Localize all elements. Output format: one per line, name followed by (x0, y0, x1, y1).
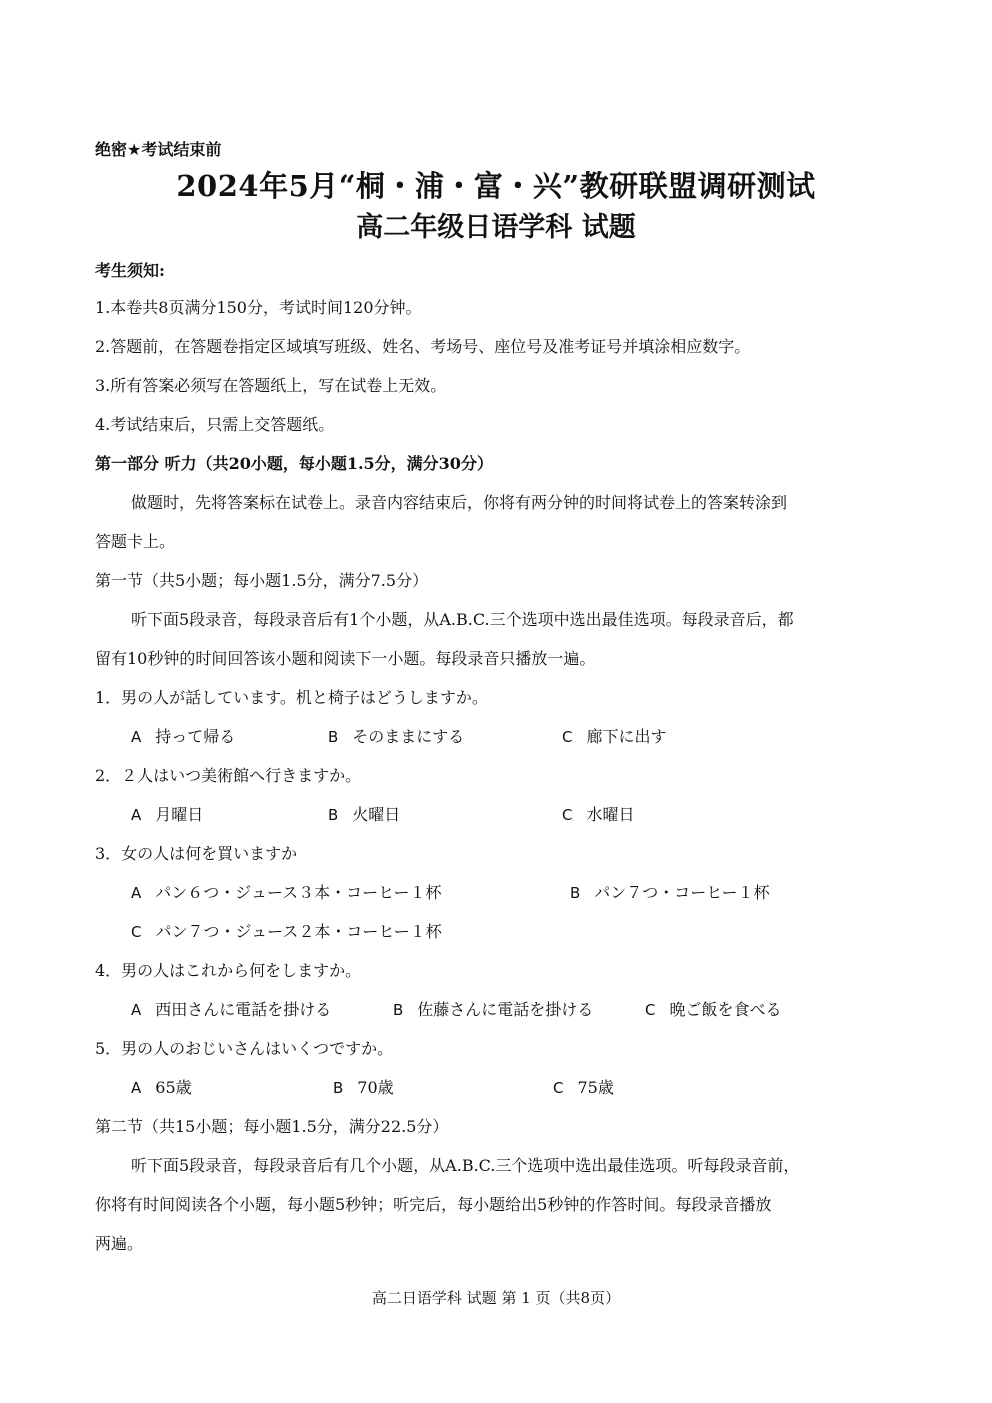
section1-intro-line1: 听下面5段录音，每段录音后有1个小题，从A.B.C.三个选项中选出最佳选项。每段录音后，都 (131, 610, 794, 629)
part1-intro-line2: 答题卡上。 (95, 532, 176, 551)
question-1: 1．男の人が話しています。机と椅子はどうしますか。 (95, 688, 488, 707)
section2-intro-line1: 听下面5段录音，每段录音后有几个小题，从A.B.C.三个选项中选出最佳选项。听每段录音前， (131, 1156, 800, 1175)
q3-option-c: C パン７つ・ジュース２本・コーヒー１杯 (131, 922, 442, 941)
exam-subtitle: 高二年级日语学科 试题 (356, 212, 636, 243)
notice-item-3: 3.所有答案必须写在答题纸上，写在试卷上无效。 (95, 376, 447, 395)
q4-option-b: B 佐藤さんに電話を掛ける (393, 1000, 594, 1019)
section2-intro-line2: 你将有时间阅读各个小题，每小题5秒钟；听完后，每小题给出5秒钟的作答时间。每段录音播放 (95, 1195, 772, 1214)
part1-intro-line1: 做题时，先将答案标在试卷上。录音内容结束后，你将有两分钟的时间将试卷上的答案转涂到 (131, 493, 788, 512)
question-3: 3．女の人は何を買いますか (95, 844, 298, 863)
section1-heading: 第一节（共5小题；每小题1.5分，满分7.5分） (95, 571, 429, 590)
q5-option-c: C 75歳 (553, 1078, 614, 1097)
part1-heading: 第一部分 听力（共20小题，每小题1.5分，满分30分） (95, 454, 493, 473)
notice-item-4: 4.考试结束后，只需上交答题纸。 (95, 415, 335, 434)
q2-option-c: C 水曜日 (562, 805, 635, 824)
question-5: 5．男の人のおじいさんはいくつですか。 (95, 1039, 394, 1058)
section1-intro-line2: 留有10秒钟的时间回答该小题和阅读下一小题。每段录音只播放一遍。 (95, 649, 596, 668)
q1-option-b: B そのままにする (328, 727, 465, 746)
q5-option-a: A 65歳 (131, 1078, 192, 1097)
q3-option-b: B パン７つ・コーヒー１杯 (570, 883, 770, 902)
notice-item-2: 2.答题前，在答题卷指定区域填写班级、姓名、考场号、座位号及准考证号并填涂相应数字。 (95, 337, 751, 356)
section2-heading: 第二节（共15小题；每小题1.5分，满分22.5分） (95, 1117, 449, 1136)
q1-option-a: A 持って帰る (131, 727, 236, 746)
secret-label: 绝密★考试结束前 (95, 140, 222, 159)
exam-title: 2024年5月“桐・浦・富・兴”教研联盟调研测试 (176, 169, 816, 203)
q4-option-a: A 西田さんに電話を掛ける (131, 1000, 332, 1019)
q5-option-b: B 70歳 (333, 1078, 394, 1097)
q2-option-a: A 月曜日 (131, 805, 204, 824)
question-4: 4．男の人はこれから何をしますか。 (95, 961, 362, 980)
notice-item-1: 1.本卷共8页满分150分，考试时间120分钟。 (95, 298, 422, 317)
notice-heading: 考生须知: (95, 261, 165, 280)
q3-option-a: A パン６つ・ジュース３本・コーヒー１杯 (131, 883, 442, 902)
question-2: 2．２人はいつ美術館へ行きますか。 (95, 766, 362, 785)
section2-intro-line3: 两遍。 (95, 1234, 144, 1253)
page-footer: 高二日语学科 试题 第 1 页（共8页） (371, 1289, 621, 1307)
q2-option-b: B 火曜日 (328, 805, 401, 824)
q1-option-c: C 廊下に出す (562, 727, 667, 746)
q4-option-c: C 晩ご飯を食べる (645, 1000, 782, 1019)
